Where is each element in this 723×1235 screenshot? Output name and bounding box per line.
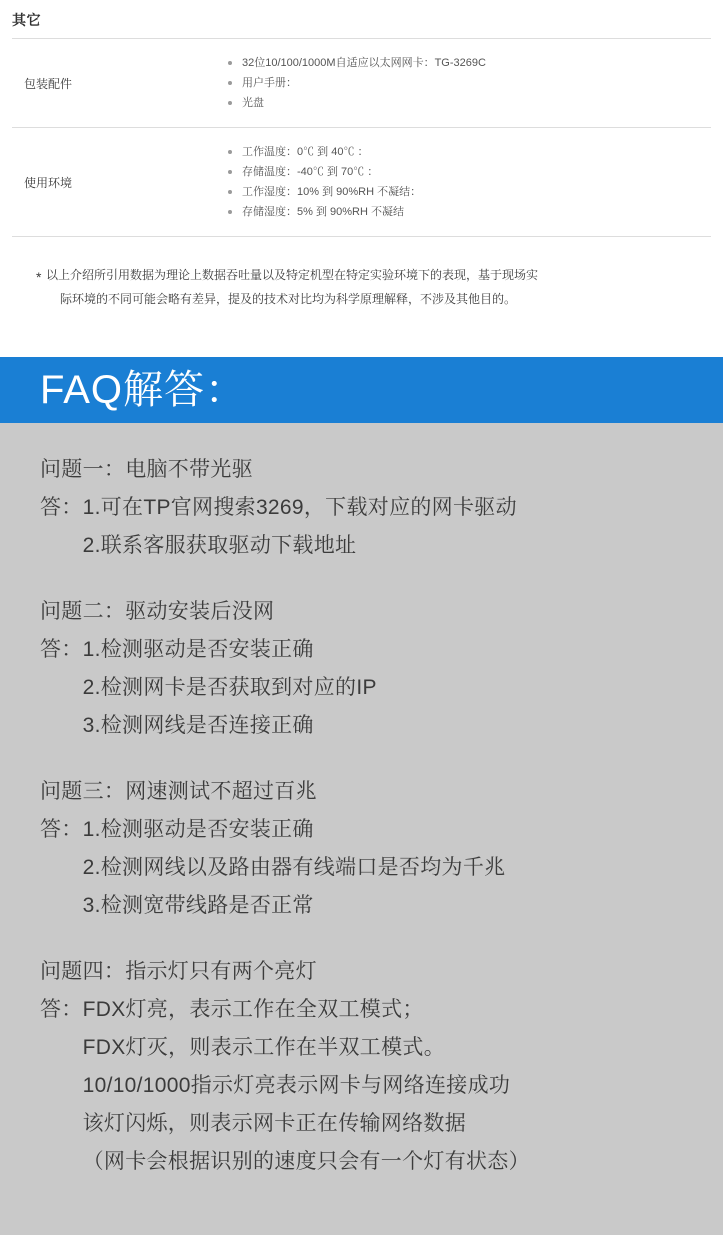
- spec-item-list: [214, 142, 711, 222]
- table-row: [12, 39, 711, 128]
- faq-answer-label: 答：: [40, 638, 83, 661]
- faq-answer-items: [83, 991, 530, 1181]
- faq-answer-line: 1.可在TP官网搜索3269，下载对应的网卡驱动: [82, 496, 517, 519]
- footnote-asterisk: *: [36, 269, 42, 285]
- faq-section: [0, 357, 723, 1235]
- list-item: 光盘: [228, 93, 711, 113]
- faq-answer-label: 答：: [40, 818, 83, 841]
- faq-title: FAQ解答：: [40, 368, 247, 412]
- faq-answer: [40, 489, 693, 565]
- faq-answer-line: 10/10/1000指示灯亮表示网卡与网络连接成功: [82, 1074, 511, 1097]
- spec-table: [12, 38, 711, 237]
- spec-row-value: [174, 128, 711, 237]
- spec-row-value: [174, 39, 711, 128]
- faq-answer: [40, 631, 693, 745]
- spec-item-list: [214, 53, 711, 113]
- faq-answer-line: FDX灯亮，表示工作在全双工模式；: [82, 998, 424, 1021]
- faq-answer-line: 2.检测网线以及路由器有线端口是否均为千兆: [82, 856, 506, 879]
- list-item: 工作温度：0℃ 到 40℃ ：: [228, 142, 711, 162]
- faq-answer-line: 2.检测网卡是否获取到对应的IP: [82, 676, 377, 699]
- faq-answer-items: [83, 811, 506, 925]
- faq-answer: [40, 991, 693, 1181]
- faq-answer-line: 2.联系客服获取驱动下载地址: [82, 534, 357, 557]
- faq-answer-line: （网卡会根据识别的速度只会有一个灯有状态）: [82, 1150, 530, 1173]
- faq-answer-line: 3.检测网线是否连接正确: [82, 714, 314, 737]
- faq-answer-items: [83, 631, 377, 745]
- faq-item: [40, 953, 693, 1181]
- spec-row-label: 包装配件: [24, 76, 73, 91]
- spec-section: [0, 0, 723, 237]
- list-item: 存储湿度：5% 到 90%RH 不凝结: [228, 202, 711, 222]
- faq-answer: [40, 811, 693, 925]
- faq-question: 问题二：驱动安装后没网: [40, 600, 275, 623]
- faq-question: 问题三：网速测试不超过百兆: [40, 780, 317, 803]
- faq-answer-line: 3.检测宽带线路是否正常: [82, 894, 314, 917]
- faq-question: 问题一：电脑不带光驱: [40, 458, 253, 481]
- faq-item: [40, 773, 693, 925]
- spec-row-label: 使用环境: [24, 175, 73, 190]
- faq-item: [40, 593, 693, 745]
- faq-body: [0, 423, 723, 1181]
- section-title: 其它: [12, 12, 41, 28]
- list-item: 32位10/100/1000M自适应以太网网卡：TG-3269C: [228, 53, 711, 73]
- faq-answer-label: 答：: [40, 496, 83, 519]
- list-item: 工作湿度：10% 到 90%RH 不凝结：: [228, 182, 711, 202]
- footnote: [36, 263, 689, 311]
- faq-question: 问题四：指示灯只有两个亮灯: [40, 960, 317, 983]
- faq-answer-line: 该灯闪烁，则表示网卡正在传输网络数据: [82, 1112, 467, 1135]
- faq-answer-label: 答：: [40, 998, 83, 1021]
- footnote-line-1: 以上介绍所引用数据为理论上数据吞吐量以及特定机型在特定实验环境下的表现，基于现场实: [46, 268, 539, 282]
- faq-item: [40, 451, 693, 565]
- table-row: [12, 128, 711, 237]
- faq-answer-items: [83, 489, 517, 565]
- faq-answer-line: FDX灯灭，则表示工作在半双工模式。: [82, 1036, 446, 1059]
- list-item: 存储温度：-40℃ 到 70℃ ：: [228, 162, 711, 182]
- faq-answer-line: 1.检测驱动是否安装正确: [82, 818, 314, 841]
- faq-answer-line: 1.检测驱动是否安装正确: [82, 638, 314, 661]
- faq-header: [0, 357, 723, 423]
- list-item: 用户手册：: [228, 73, 711, 93]
- footnote-line-2: 际环境的不同可能会略有差异，提及的技术对比均为科学原理解释，不涉及其他目的。: [60, 292, 517, 306]
